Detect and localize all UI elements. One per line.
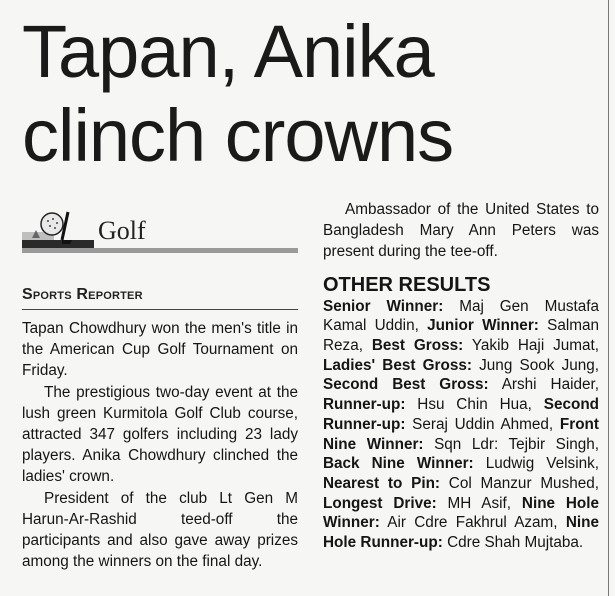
results-list [323,297,599,553]
result-label: Runner-up: [323,396,406,414]
article-body-right [323,199,599,553]
result-value: Sqn Ldr: Tejbir Singh, [434,435,599,453]
result-value: Jung Sook Jung, [479,356,600,374]
column-rule [608,0,609,596]
result-label: Junior Winner: [427,317,539,335]
golf-icon [22,210,94,250]
paragraph: President of the club Lt Gen M Harun-Ar-Rashid teed-off the participants and also gave away prizes among the winners on the final day. [22,489,298,571]
result-value: Maj Gen Mustafa Kamal Uddin, [323,297,599,335]
result-label: Senior Winner: [323,297,444,315]
result-label: Nine Hole Winner: [323,494,600,532]
article-body-left [22,318,298,572]
result-value: MH Asif, [447,494,512,512]
result-value: Col Manzur Mushed, [448,474,599,492]
result-value: Air Cdre Fakhrul Azam, [387,514,558,532]
section-label: Golf [98,216,146,245]
result-value: Salman Reza, [323,317,599,355]
section-tag [22,208,298,254]
result-label: Back Nine Winner: [323,455,474,473]
result-value: Ludwig Velsink, [485,455,599,473]
result-label: Front Nine Winner: [323,415,599,453]
result-label: Second Best Gross: [323,376,489,394]
result-value: Hsu Chin Hua, [417,396,532,414]
result-value: Arshi Haider, [501,376,599,394]
byline-rule [22,309,298,310]
result-label: Nearest to Pin: [323,474,441,492]
paragraph: Ambassador of the United States to Bangladesh Mary Ann Peters was present during the tee-off. [323,201,599,261]
result-label: Best Gross: [371,337,464,355]
result-value: Yakib Haji Jumat, [471,337,600,355]
byline: Sports Reporter [22,286,143,303]
result-label: Longest Drive: [323,494,437,512]
paragraph: The prestigious two-day event at the lush green Kurmitola Golf Club course, attracted 347 golfers including 23 lady players. Anika Chowdhury clinched the ladies' crown. [22,383,298,486]
result-label: Nine Hole Runner-up: [323,514,600,552]
headline: Tapan, Anika clinch crowns [22,10,454,177]
other-results-heading: OTHER RESULTS [323,273,491,296]
section-rule [22,248,298,253]
result-label: Second Runner-up: [323,396,600,433]
result-value: Seraj Uddin Ahmed, [412,415,554,433]
paragraph: Tapan Chowdhury won the men's title in the American Cup Golf Tournament on Friday. [22,320,298,380]
result-value: Cdre Shah Mujtaba. [447,534,584,552]
result-label: Ladies' Best Gross: [323,356,472,374]
